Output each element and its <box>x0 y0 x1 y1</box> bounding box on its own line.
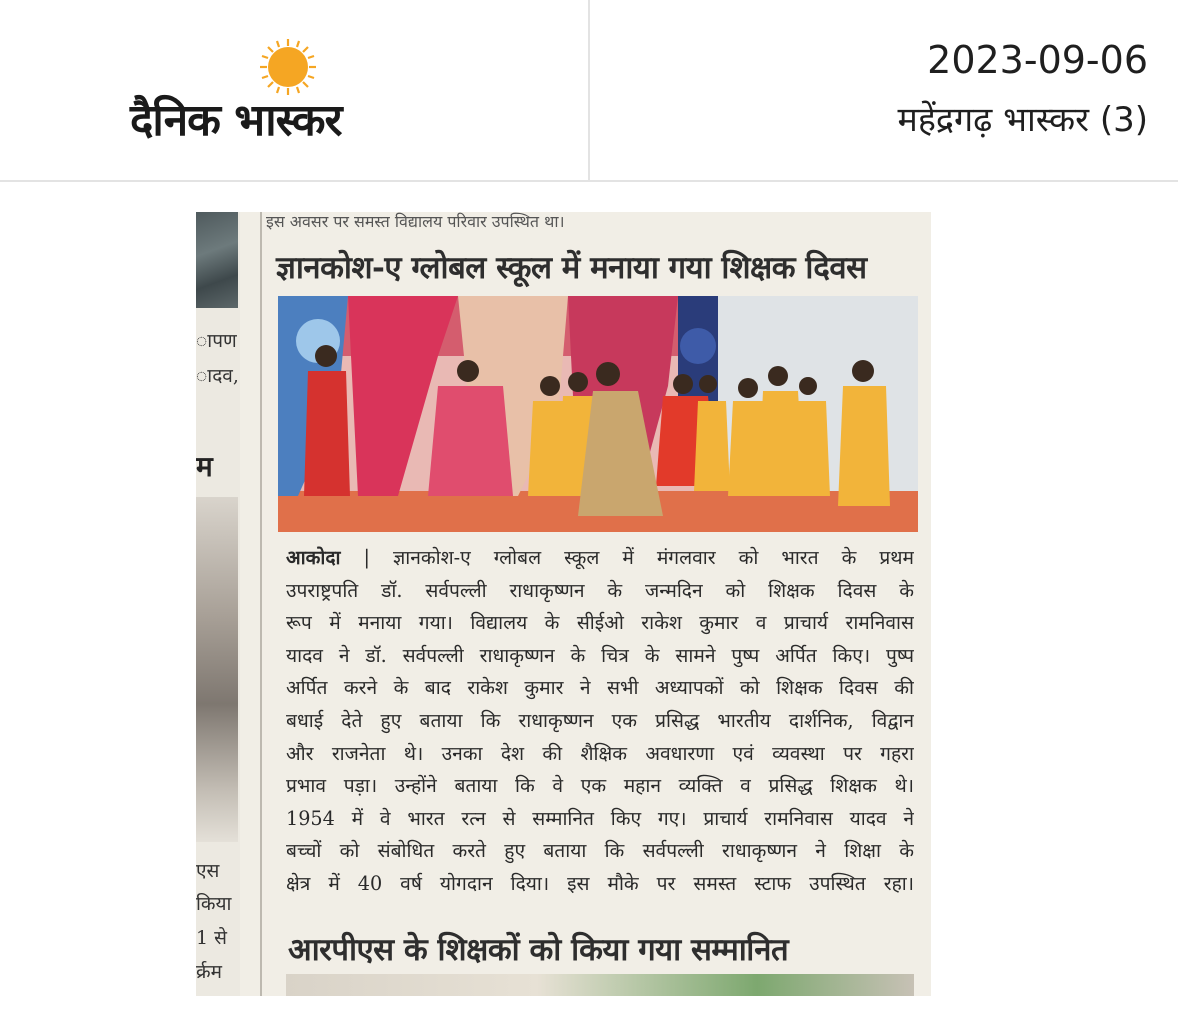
adjacent-text-fragment: किया <box>196 893 232 915</box>
edition-name: महेंद्रगढ़ भास्कर (3) <box>897 100 1148 140</box>
article-line: प्रभाव पड़ा। उन्होंने बताया कि वे एक महान व्यक्ति व प्रसिद्ध शिक्षक थे। <box>286 774 914 798</box>
article-line: क्षेत्र में 40 वर्ष योगदान दिया। इस मौके पर समस्त स्टाफ उपस्थित रहा। <box>286 871 914 895</box>
newspaper-logo: दैनिक भास्कर <box>130 95 342 146</box>
article-line: यादव ने डॉ. सर्वपल्ली राधाकृष्णन के चित्र के सामने पुष्प अर्पित किए। पुष्प <box>286 643 914 667</box>
adjacent-text-fragment: ादव, <box>196 365 239 387</box>
article-line: बधाई देते हुए बताया कि राधाकृष्णन एक प्रसिद्ध भारतीय दार्शनिक, विद्वान <box>286 708 914 732</box>
column-rule <box>260 212 262 996</box>
page-header <box>0 0 1178 182</box>
article-line: उपराष्ट्रपति डॉ. सर्वपल्ली राधाकृष्णन के जन्मदिन को शिक्षक दिवस के <box>286 578 914 602</box>
article-line <box>286 542 914 575</box>
article-headline: ज्ञानकोश-ए ग्लोबल स्कूल में मनाया गया शिक्षक दिवस <box>276 250 867 286</box>
adjacent-text-fragment: र्क्रम <box>196 961 222 983</box>
article-line: रूप में मनाया गया। विद्यालय के सीईओ राकेश कुमार व प्राचार्य रामनिवास <box>286 611 914 635</box>
article-body <box>286 542 914 901</box>
stage-performance-photo <box>278 296 918 532</box>
header-bottom-divider <box>0 180 1178 182</box>
adjacent-column <box>196 212 240 996</box>
next-article-headline: आरपीएस के शिक्षकों को किया गया सम्मानित <box>288 932 789 968</box>
adjacent-photo-top <box>196 212 238 308</box>
publication-date: 2023-09-06 <box>927 38 1148 82</box>
article-dateline: आकोदा <box>286 546 341 569</box>
article-line: 1954 में वे भारत रत्न से सम्मानित किए गए। प्राचार्य रामनिवास यादव ने <box>286 806 914 830</box>
header-divider <box>588 0 590 182</box>
article-line: और राजनेता थे। उनका देश की शैक्षिक अवधारणा एवं व्यवस्था पर गहरा <box>286 741 914 765</box>
article-photo <box>278 296 918 532</box>
dateline-separator: | <box>340 546 393 569</box>
adjacent-text-fragment: ापण <box>196 330 237 352</box>
adjacent-text-fragment: एस <box>196 860 220 882</box>
next-article-photo <box>286 974 914 996</box>
adjacent-photo-bottom <box>196 497 238 842</box>
previous-article-tail: इस अवसर पर समस्त विद्यालय परिवार उपस्थित था। <box>266 212 565 231</box>
article-line: बच्चों को संबोधित करते हुए बताया कि सर्वपल्ली राधाकृष्णन ने शिक्षा के <box>286 839 914 863</box>
adjacent-heading-fragment: म <box>196 450 213 483</box>
adjacent-text-fragment: 1 से <box>196 927 227 949</box>
article-line: अर्पित करने के बाद राकेश कुमार ने सभी अध्यापकों को शिक्षक दिवस की <box>286 676 914 700</box>
article-line-text: ज्ञानकोश-ए ग्लोबल स्कूल में मंगलवार को भारत के प्रथम <box>392 546 914 569</box>
newspaper-clipping <box>196 212 931 996</box>
